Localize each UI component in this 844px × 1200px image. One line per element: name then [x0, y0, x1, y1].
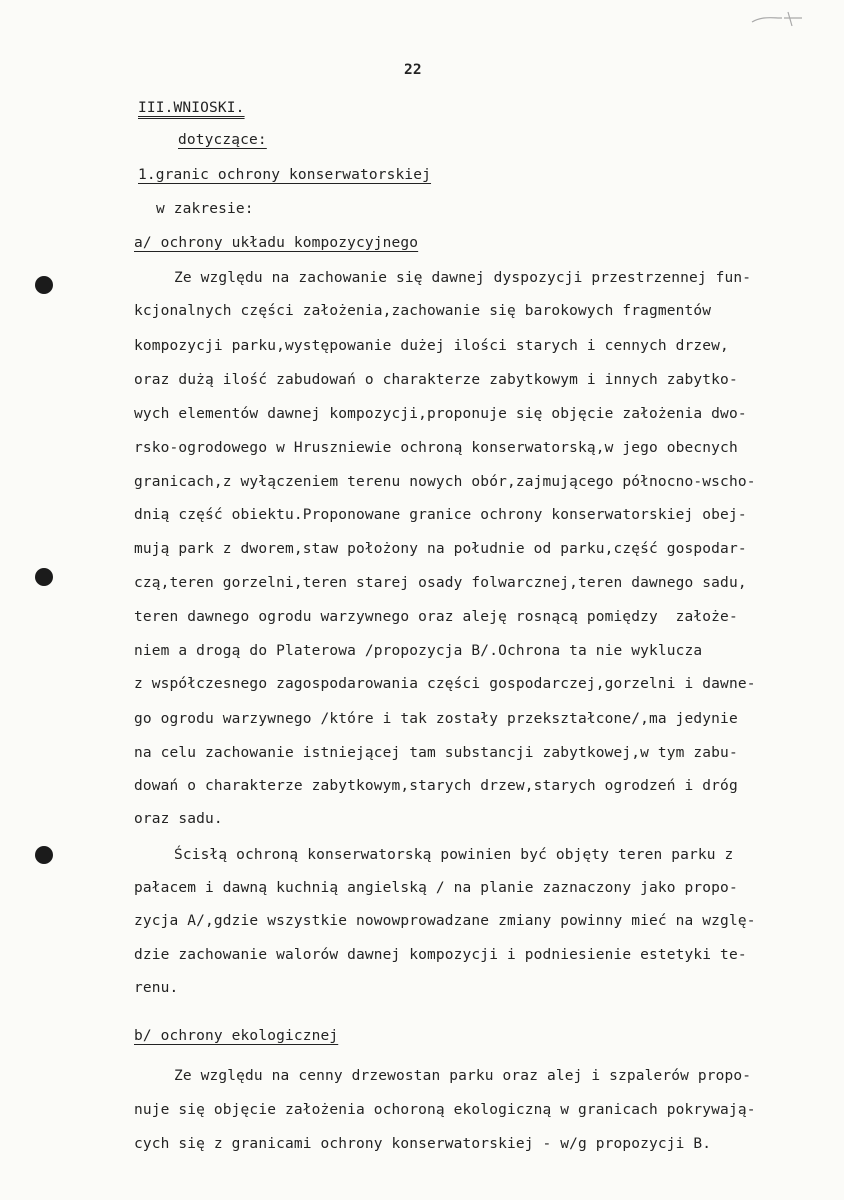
- paragraph-line: Ze względu na zachowanie się dawnej dyspozycji przestrzennej fun-: [174, 270, 752, 286]
- paragraph-line: pałacem i dawną kuchnią angielską / na planie zaznaczony jako propo-: [134, 880, 738, 896]
- paragraph-line: Ścisłą ochroną konserwatorską powinien być objęty teren parku z: [174, 847, 734, 863]
- paragraph-line: cych się z granicami ochrony konserwatorskiej - w/g propozycji B.: [134, 1136, 712, 1152]
- paragraph-line: z współczesnego zagospodarowania części gospodarczej,gorzelni i dawne-: [134, 676, 756, 692]
- paragraph-line: rsko-ogrodowego w Hruszniewie ochroną konserwatorską,w jego obecnych: [134, 440, 738, 456]
- paragraph-line: czą,teren gorzelni,teren starej osady folwarcznej,teren dawnego sadu,: [134, 575, 747, 591]
- punch-hole-icon: [35, 276, 53, 294]
- paragraph-line: oraz dużą ilość zabudowań o charakterze zabytkowym i innych zabytko-: [134, 372, 738, 388]
- paragraph-line: kcjonalnych części założenia,zachowanie się barokowych fragmentów: [134, 303, 712, 319]
- paragraph-line: niem a drogą do Platerowa /propozycja B/.Ochrona ta nie wyklucza: [134, 643, 703, 659]
- paragraph-line: dnią część obiektu.Proponowane granice ochrony konserwatorskiej obej-: [134, 507, 747, 523]
- paragraph-line: mują park z dworem,staw położony na południe od parku,część gospodar-: [134, 541, 747, 557]
- paragraph-line: granicach,z wyłączeniem terenu nowych obór,zajmującego północno-wscho-: [134, 474, 756, 490]
- subheading: dotyczące:: [178, 132, 267, 148]
- pencil-mark-icon: [748, 6, 808, 30]
- subsection-a-title: a/ ochrony układu kompozycyjnego: [134, 235, 419, 251]
- paragraph-line: teren dawnego ogrodu warzywnego oraz aleję rosnącą pomiędzy założe-: [134, 609, 738, 625]
- paragraph-line: renu.: [134, 980, 179, 996]
- subsection-b-title: b/ ochrony ekologicznej: [134, 1028, 339, 1044]
- punch-hole-icon: [35, 846, 53, 864]
- paragraph-line: zycja A/,gdzie wszystkie nowowprowadzane zmiany powinny mieć na wzglę-: [134, 913, 756, 929]
- paragraph-line: wych elementów dawnej kompozycji,proponuje się objęcie założenia dwo-: [134, 406, 747, 422]
- paragraph-line: go ogrodu warzywnego /które i tak zostały przekształcone/,ma jedynie: [134, 711, 738, 727]
- paragraph-line: dowań o charakterze zabytkowym,starych drzew,starych ogrodzeń i dróg: [134, 778, 738, 794]
- paragraph-line: dzie zachowanie walorów dawnej kompozycji i podniesienie estetyki te-: [134, 947, 747, 963]
- scope-label: w zakresie:: [156, 201, 254, 217]
- paragraph-line: kompozycji parku,występowanie dużej ilości starych i cennych drzew,: [134, 338, 729, 354]
- page-number: 22: [404, 62, 422, 78]
- paragraph-line: na celu zachowanie istniejącej tam substancji zabytkowej,w tym zabu-: [134, 745, 738, 761]
- paragraph-line: Ze względu na cenny drzewostan parku oraz alej i szpalerów propo-: [174, 1068, 752, 1084]
- paragraph-line: oraz sadu.: [134, 811, 223, 827]
- punch-hole-icon: [35, 568, 53, 586]
- section-title: 1.granic ochrony konserwatorskiej: [138, 167, 432, 183]
- heading: III.WNIOSKI.: [138, 100, 245, 116]
- paragraph-line: nuje się objęcie założenia ochoroną ekologiczną w granicach pokrywają-: [134, 1102, 756, 1118]
